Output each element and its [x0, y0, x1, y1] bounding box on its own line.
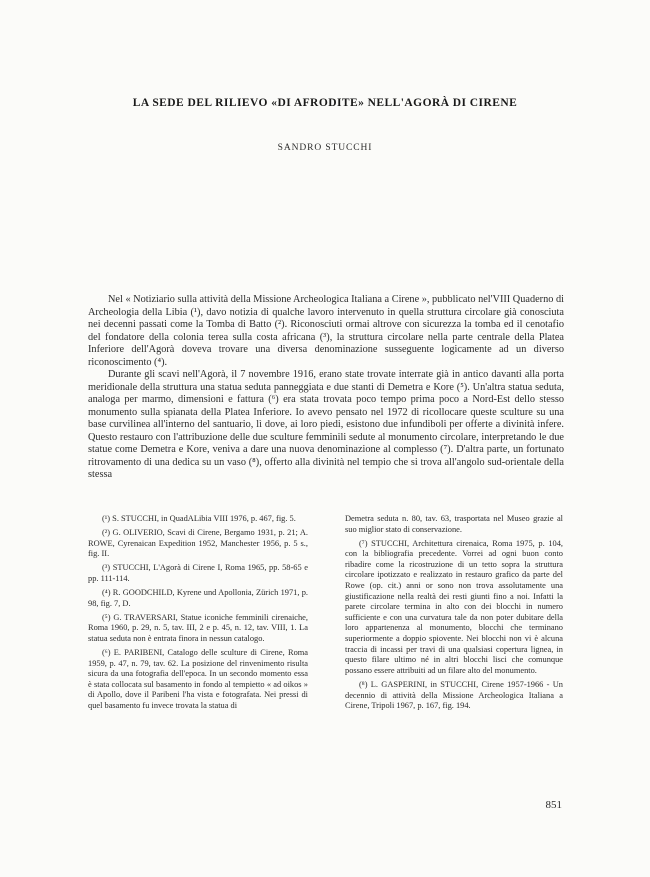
author-name: SANDRO STUCCHI — [277, 143, 373, 153]
footnote-6-continued: Demetra seduta n. 80, tav. 63, trasportata nel Museo grazie al suo miglior stato di conservazione. — [345, 514, 563, 534]
footnote-8: (⁸) L. GASPERINI, in STUCCHI, Cirene 1957-1966 - Un decennio di attività della Missione Archeologica Italiana a Cirene, Tripoli 1967, p. 167, fig. 194. — [345, 679, 563, 711]
footnote-3: (³) STUCCHI, L'Agorà di Cirene I, Roma 1965, pp. 58-65 e pp. 111-114. — [88, 563, 308, 583]
body-paragraph: Nel « Notiziario sulla attività della Missione Archeologica Italiana a Cirene », pubblicato nel'VIII Quaderno di Archeologia della Libia (¹), davo notizia di qualche lavoro intervenuto in quella struttura circolare già conosciuta nei decenni passati come la Tomba di Batto (²). Riconosciuti ormai altrove con sicurezza la tomba ed il cenotafio del fondatore della colonia terea sulla costa africana (³), la struttura circolare nella parte centrale della Platea Inferiore dell'Agorà doveva trovare una diversa denominazione susseguente logicamente ad un diverso riconoscimento (⁴). — [88, 294, 564, 368]
footnote-4: (⁴) R. GOODCHILD, Kyrene und Apollonia, Zürich 1971, p. 98, fig. 7, D. — [88, 588, 308, 608]
body-paragraph: Durante gli scavi nell'Agorà, il 7 novembre 1916, erano state trovate interrate già in antico davanti alla porta meridionale della struttura una statua seduta panneggiata e due stanti di Demetra e Kore (⁵). Un'altra statua seduta, analoga per marmo, dimensioni e fattura (⁶) era stata trovata poco tempo prima poco a Nord-Est dello stesso monumento sulla spianata della Platea Inferiore. Io avevo pensato nel 1972 di ricollocare queste sculture su una base curvilinea all'interno del santuario, lì dove, ai loro piedi, esistono due infundiboli per offerte a divinità infere. Questo restauro con l'attribuzione delle due sculture femminili sedute al monumento circolare, interpretando le due statue come Demetra e Kore, veniva a dare una nuova denominazione al complesso (⁷). D'altra parte, un fortunato ritrovamento di una dedica su un vaso (⁸), offerto alla divinità nel tempio che si trova all'angolo sud-orientale della stessa — [88, 369, 564, 480]
footnote-1: (¹) S. STUCCHI, in QuadALibia VIII 1976, p. 467, fig. 5. — [102, 514, 296, 523]
footnotes-left-column — [88, 514, 308, 715]
footnote-7: (⁷) STUCCHI, Architettura cirenaica, Roma 1975, p. 104, con la bibliografia precedente. Vorrei ad ogni buon conto ribadire come la ricostruzione di un tetto sopra la struttura circolare ipotizzato e realizzato in restauro grafico da parte del Rowe (op. cit.) anni or sono non trova assolutamente una giustificazione nella realtà dei resti giunti fino a noi. Infatti la parete circolare termina in alto con dei blocchi in numero sufficiente e con una curvatura tale da non poter dubitare della loro appartenenza al monumento, blocchi che terminano superiormente a doppio spiovente. Nei blocchi non vi è alcuna traccia di incassi per travi di una qualsiasi copertura lignea, in questo filare ultimo né in altri blocchi lisci che comunque possano essere attribuiti ad un filare alto del monumento. — [345, 538, 563, 675]
article-body — [88, 294, 564, 482]
footnote-6: (⁶) E. PARIBENI, Catalogo delle sculture di Cirene, Roma 1959, p. 47, n. 79, tav. 62. La posizione del rinvenimento risulta sicura da una fotografia dell'epoca. In un secondo momento essa è stata collocata sul basamento in fondo al tempietto « ad oikos » di Apollo, dove il Paribeni l'ha vista e fotografata. Nei pressi di quel basamento fu invece trovata la statua di — [88, 648, 308, 710]
footnote-5: (⁵) G. TRAVERSARI, Statue iconiche femminili cirenaiche, Roma 1960, p. 29, n. 5, tav. III, 2 e p. 45, n. 12, tav. VIII, 1. La statua seduta non è entrata finora in nessun catalogo. — [88, 612, 308, 643]
footnote-2: (²) G. OLIVERIO, Scavi di Cirene, Bergamo 1931, p. 21; A. ROWE, Cyrenaican Expedition 1952, Manchester 1956, p. 5 s., fig. II. — [88, 528, 308, 559]
page-number: 851 — [545, 799, 562, 811]
article-title: LA SEDE DEL RILIEVO «DI AFRODITE» NELL'AGORÀ DI CIRENE — [132, 97, 518, 109]
footnotes-right-column — [345, 514, 563, 715]
